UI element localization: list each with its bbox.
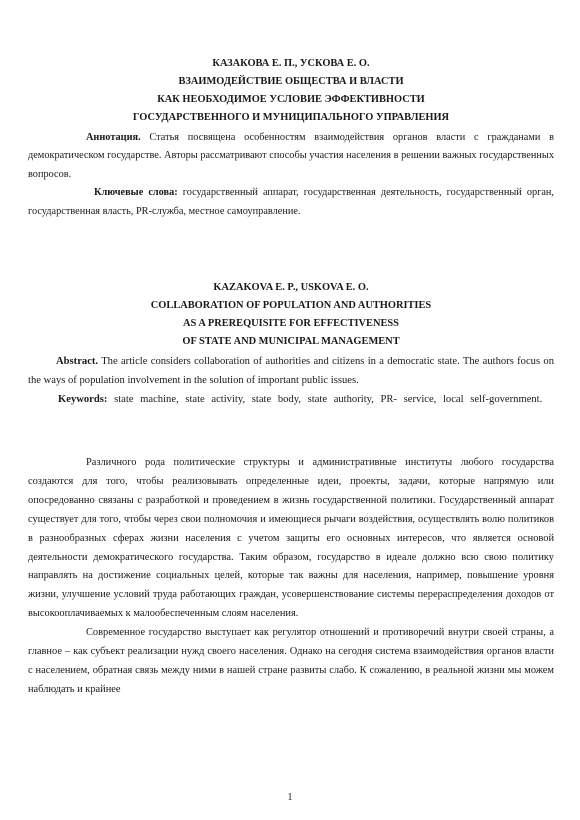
body-paragraph-2: Современное государство выступает как регулятор отношений и противоречий внутри своей страны, а главное – как субъект реализации нужд своего населения. Однако на сегодня система взаимодействия органов власти с населением, обратная связь между ними в нашей стране развиты слабо. К сожалению, в реальной жизни мы можем наблюдать и крайнее — [28, 627, 554, 695]
ru-keywords-text: государственный аппарат, государственная деятельность, государственный орган, государственная власть, PR-служба, местное самоуправление. — [28, 187, 555, 217]
en-keywords-text: state machine, state activity, state body, state authority, PR- service, local self-government. — [107, 394, 543, 405]
en-title-line-1: COLLABORATION OF POPULATION AND AUTHORITIES — [150, 300, 432, 311]
en-title-line-2: AS A PREREQUISITE FOR EFFECTIVENESS — [183, 318, 399, 329]
en-header-block — [28, 279, 554, 409]
ru-keywords-label: Ключевые слова: — [94, 187, 178, 199]
main-body — [28, 454, 554, 700]
ru-header-block — [28, 55, 554, 221]
en-keywords-label: Keywords: — [58, 394, 108, 405]
ru-abstract-label: Аннотация. — [86, 132, 141, 143]
en-abstract-label: Abstract. — [56, 356, 99, 367]
en-abstract-text: The article considers collaboration of authorities and citizens in a democratic state. The authors focus on the ways of population involvement in the solution of important public issues. — [28, 356, 554, 386]
ru-abstract-text: Статья посвящена особенностям взаимодействия органов власти с гражданами в демократическом государстве. Авторы рассматривают способы участия населения в решении важных государственных вопросов. — [28, 132, 554, 180]
en-abstract-section — [28, 352, 554, 409]
ru-title-line-1: ВЗАИМОДЕЙСТВИЕ ОБЩЕСТВА И ВЛАСТИ — [178, 76, 404, 87]
body-paragraph-1: Различного рода политические структуры и административные институты любого государства создаются для того, чтобы реализовывать определенные идеи, проекты, задачи, которые напрямую или опосредованно связаны с разработкой и проведением в жизнь государственной политики. Государственный аппарат существует для того, чтобы через свои полномочия и имеющиеся рычаги воздействия, осуществлять волю политиков в разнообразных сферах жизни населения с учетом защиты его основных интересов, что является основой деятельности демократического государства. Таким образом, государство в идеале должно всю свою политику направлять на достижение социальных целей, которые так важны для населения, например, повышение уровня жизни, улучшение условий труда работающих граждан, усовершенствование системы перераспределения доходов от высокооплачиваемых к малообеспеченным слоям населения. — [28, 457, 554, 620]
en-title-line-3: OF STATE AND MUNICIPAL MANAGEMENT — [182, 336, 400, 347]
ru-authors: КАЗАКОВА Е. П., УСКОВА Е. О. — [212, 58, 370, 69]
ru-title-line-2: КАК НЕОБХОДИМОЕ УСЛОВИЕ ЭФФЕКТИВНОСТИ — [157, 94, 425, 105]
ru-title-line-3: ГОСУДАРСТВЕННОГО И МУНИЦИПАЛЬНОГО УПРАВЛЕНИЯ — [132, 112, 450, 123]
en-abstract — [28, 352, 554, 390]
page-number: 1 — [287, 792, 293, 803]
en-authors: KAZAKOVA E. P., USKOVA E. O. — [213, 282, 369, 293]
ru-keywords — [28, 184, 554, 221]
ru-abstract — [28, 129, 554, 184]
ru-abstract-section — [28, 129, 554, 221]
en-keywords — [28, 390, 554, 409]
